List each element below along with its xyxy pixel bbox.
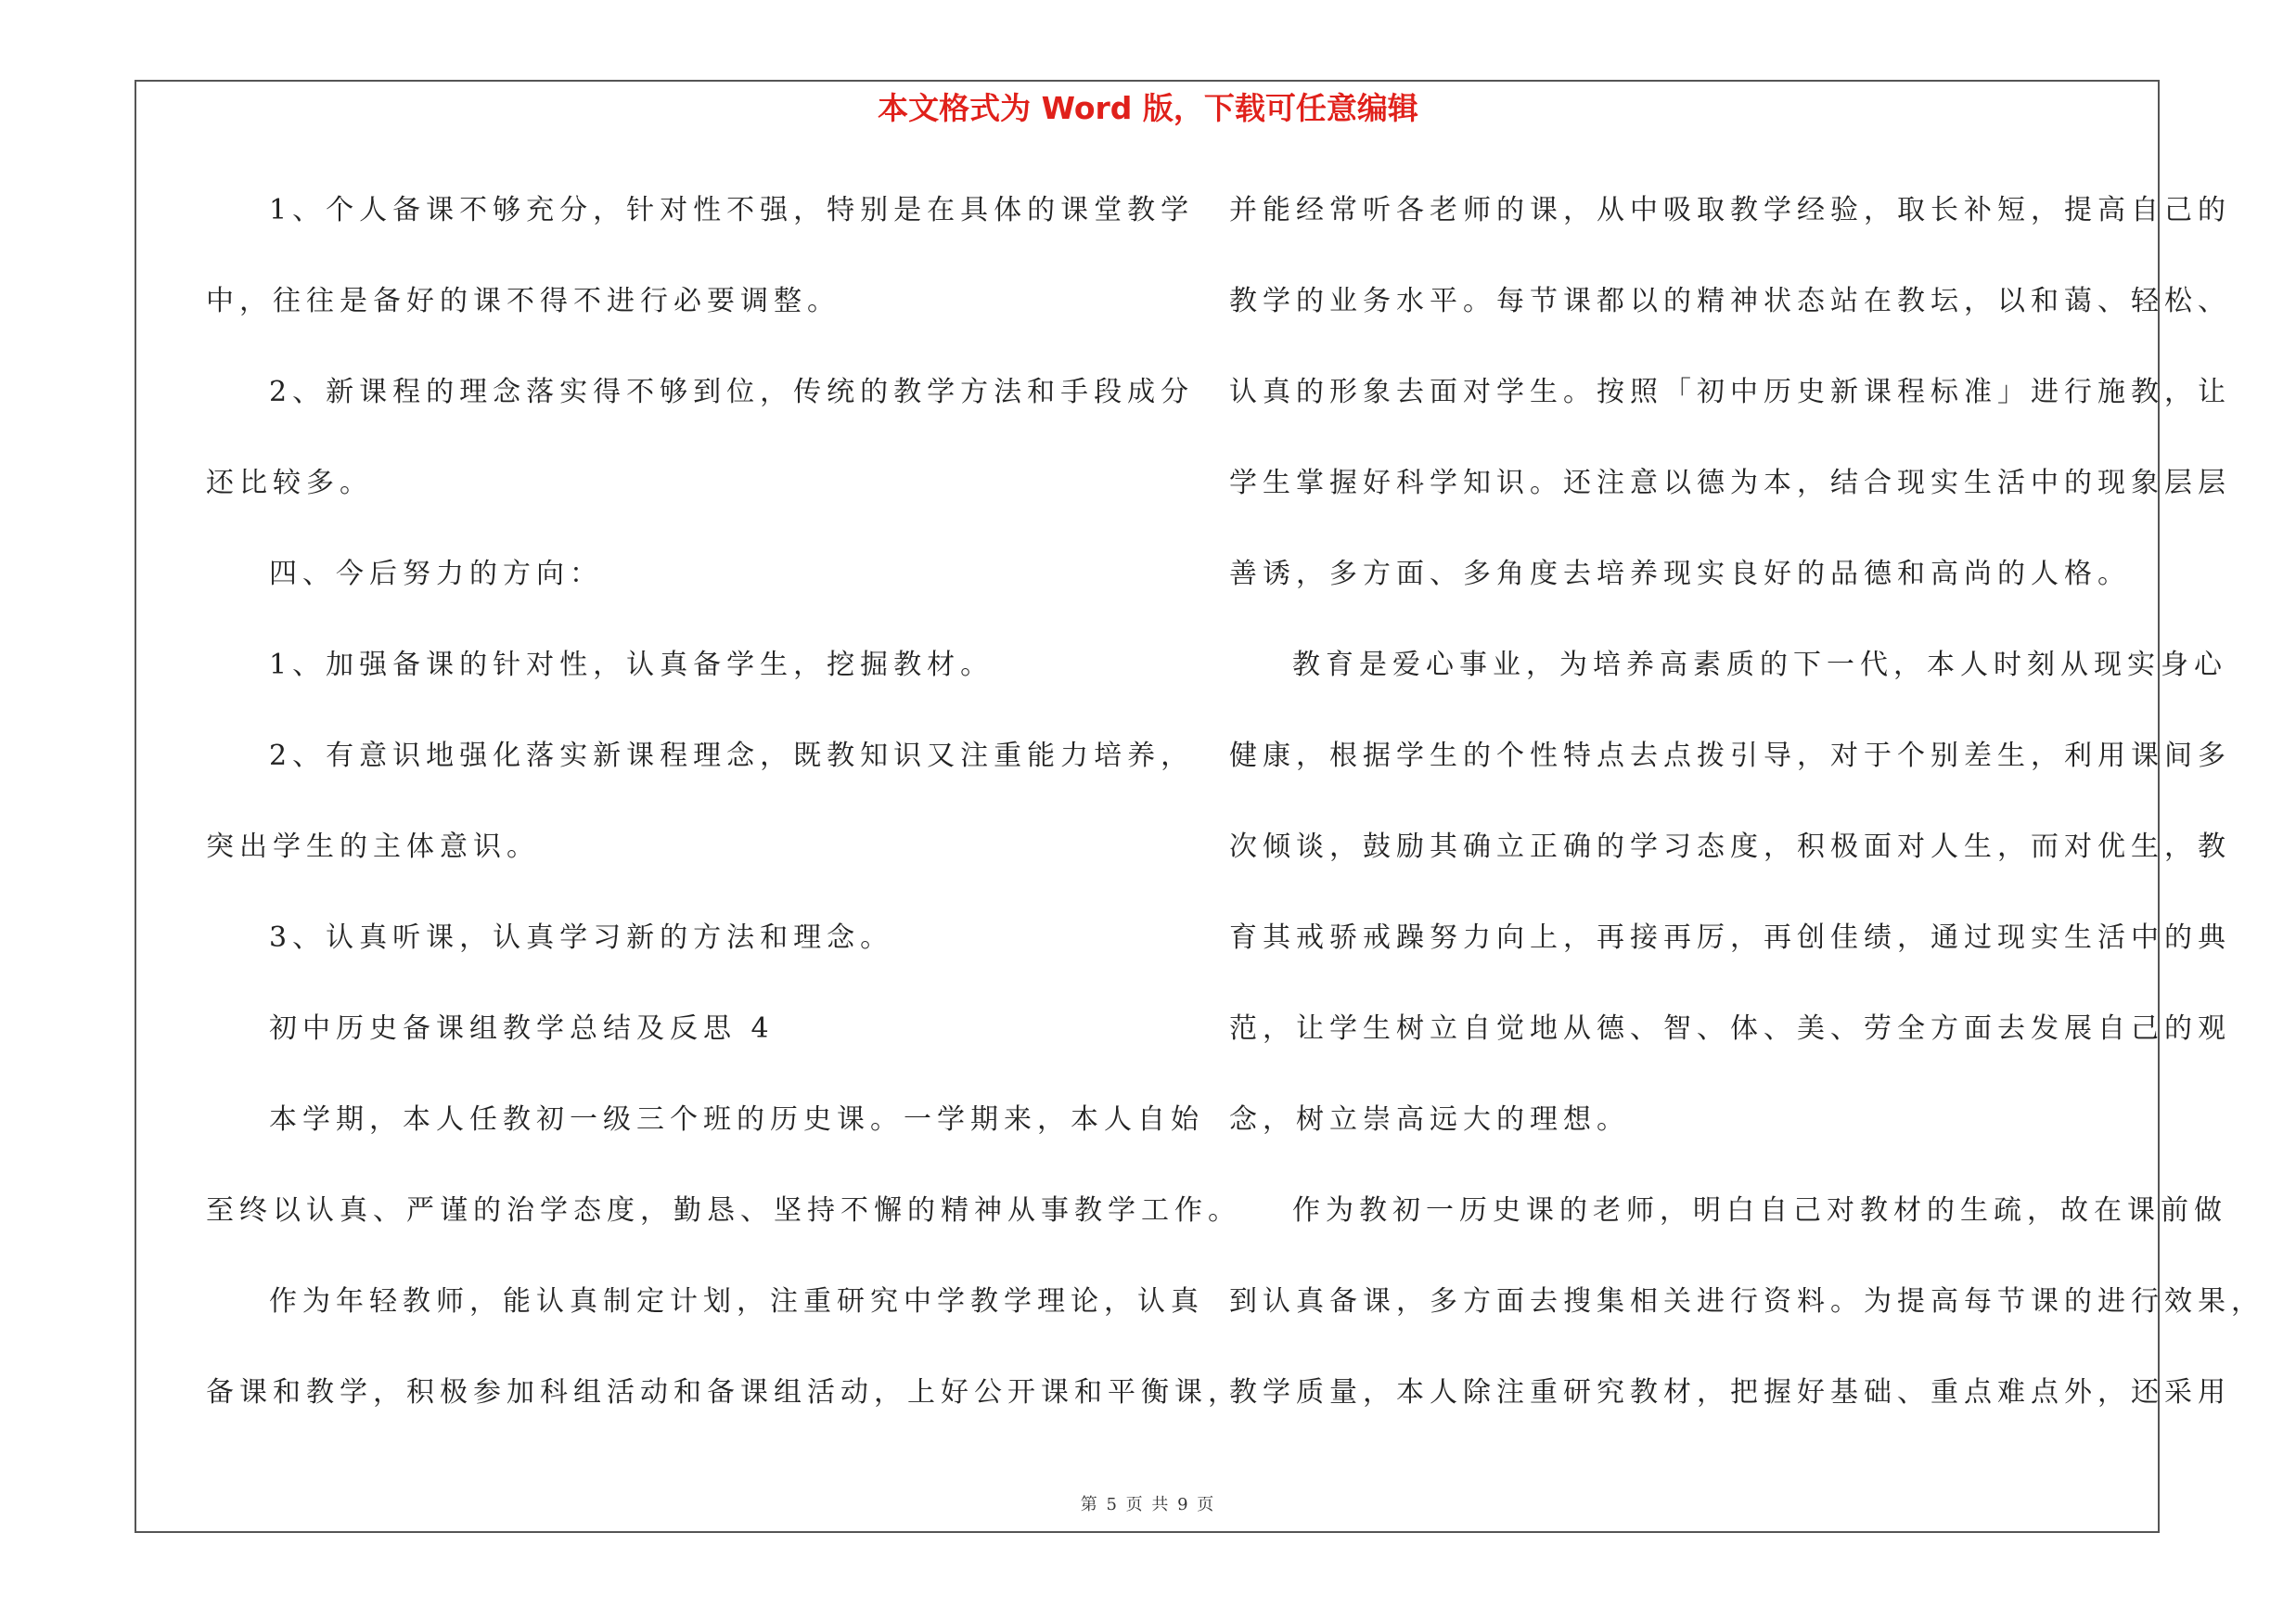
text-line: 教学质量，本人除注重研究教材，把握好基础、重点难点外，还采用	[1229, 1376, 2231, 1409]
text-line: 还比较多。	[206, 467, 373, 499]
text-line: 3、认真听课，认真学习新的方法和理念。	[269, 921, 894, 954]
text-line: 四、今后努力的方向：	[269, 558, 603, 590]
text-line: 学生掌握好科学知识。还注意以德为本，结合现实生活中的现象层层	[1229, 467, 2231, 499]
text-line: 认真的形象去面对学生。按照「初中历史新课程标准」进行施教，让	[1229, 376, 2231, 408]
text-line: 备课和教学，积极参加科组活动和备课组活动，上好公开课和平衡课，	[206, 1376, 1241, 1409]
text-line: 到认真备课，多方面去搜集相关进行资料。为提高每节课的进行效果，	[1229, 1285, 2264, 1318]
editable-notice-banner: 本文格式为 Word 版，下载可任意编辑	[878, 90, 1418, 126]
text-line: 中，往往是备好的课不得不进行必要调整。	[206, 285, 840, 317]
text-line: 初中历史备课组教学总结及反思 4	[269, 1012, 775, 1045]
text-line: 突出学生的主体意识。	[206, 831, 540, 863]
text-line: 次倾谈，鼓励其确立正确的学习态度，积极面对人生，而对优生，教	[1229, 831, 2231, 863]
text-line: 教学的业务水平。每节课都以的精神状态站在教坛，以和蔼、轻松、	[1229, 285, 2231, 317]
left-column	[206, 180, 1241, 1453]
page-number-footer: 第 5 页 共 9 页	[1080, 1495, 1216, 1514]
text-line: 2、新课程的理念落实得不够到位，传统的教学方法和手段成分	[269, 376, 1195, 408]
text-line: 1、加强备课的针对性，认真备学生，挖掘教材。	[269, 649, 994, 681]
text-line: 至终以认真、严谨的治学态度，勤恳、坚持不懈的精神从事教学工作。	[206, 1194, 1241, 1227]
text-line: 健康，根据学生的个性特点去点拨引导，对于个别差生，利用课间多	[1229, 740, 2231, 772]
text-line: 作为年轻教师，能认真制定计划，注重研究中学教学理论，认真	[269, 1285, 1204, 1318]
text-line: 教育是爱心事业，为培养高素质的下一代，本人时刻从现实身心	[1292, 649, 2227, 681]
text-line: 念，树立崇高远大的理想。	[1229, 1103, 1630, 1136]
text-line: 作为教初一历史课的老师，明白自己对教材的生疏，故在课前做	[1292, 1194, 2227, 1227]
text-line: 本学期，本人任教初一级三个班的历史课。一学期来，本人自始	[269, 1103, 1204, 1136]
text-line: 范，让学生树立自觉地从德、智、体、美、劳全方面去发展自己的观	[1229, 1012, 2231, 1045]
text-line: 善诱，多方面、多角度去培养现实良好的品德和高尚的人格。	[1229, 558, 2131, 590]
text-line: 并能经常听各老师的课，从中吸取教学经验，取长补短，提高自己的	[1229, 194, 2231, 226]
text-line: 育其戒骄戒躁努力向上，再接再厉，再创佳绩，通过现实生活中的典	[1229, 921, 2231, 954]
text-line: 1、个人备课不够充分，针对性不强，特别是在具体的课堂教学	[269, 194, 1195, 226]
right-column	[1229, 180, 2264, 1453]
text-line: 2、有意识地强化落实新课程理念，既教知识又注重能力培养，	[269, 740, 1195, 772]
